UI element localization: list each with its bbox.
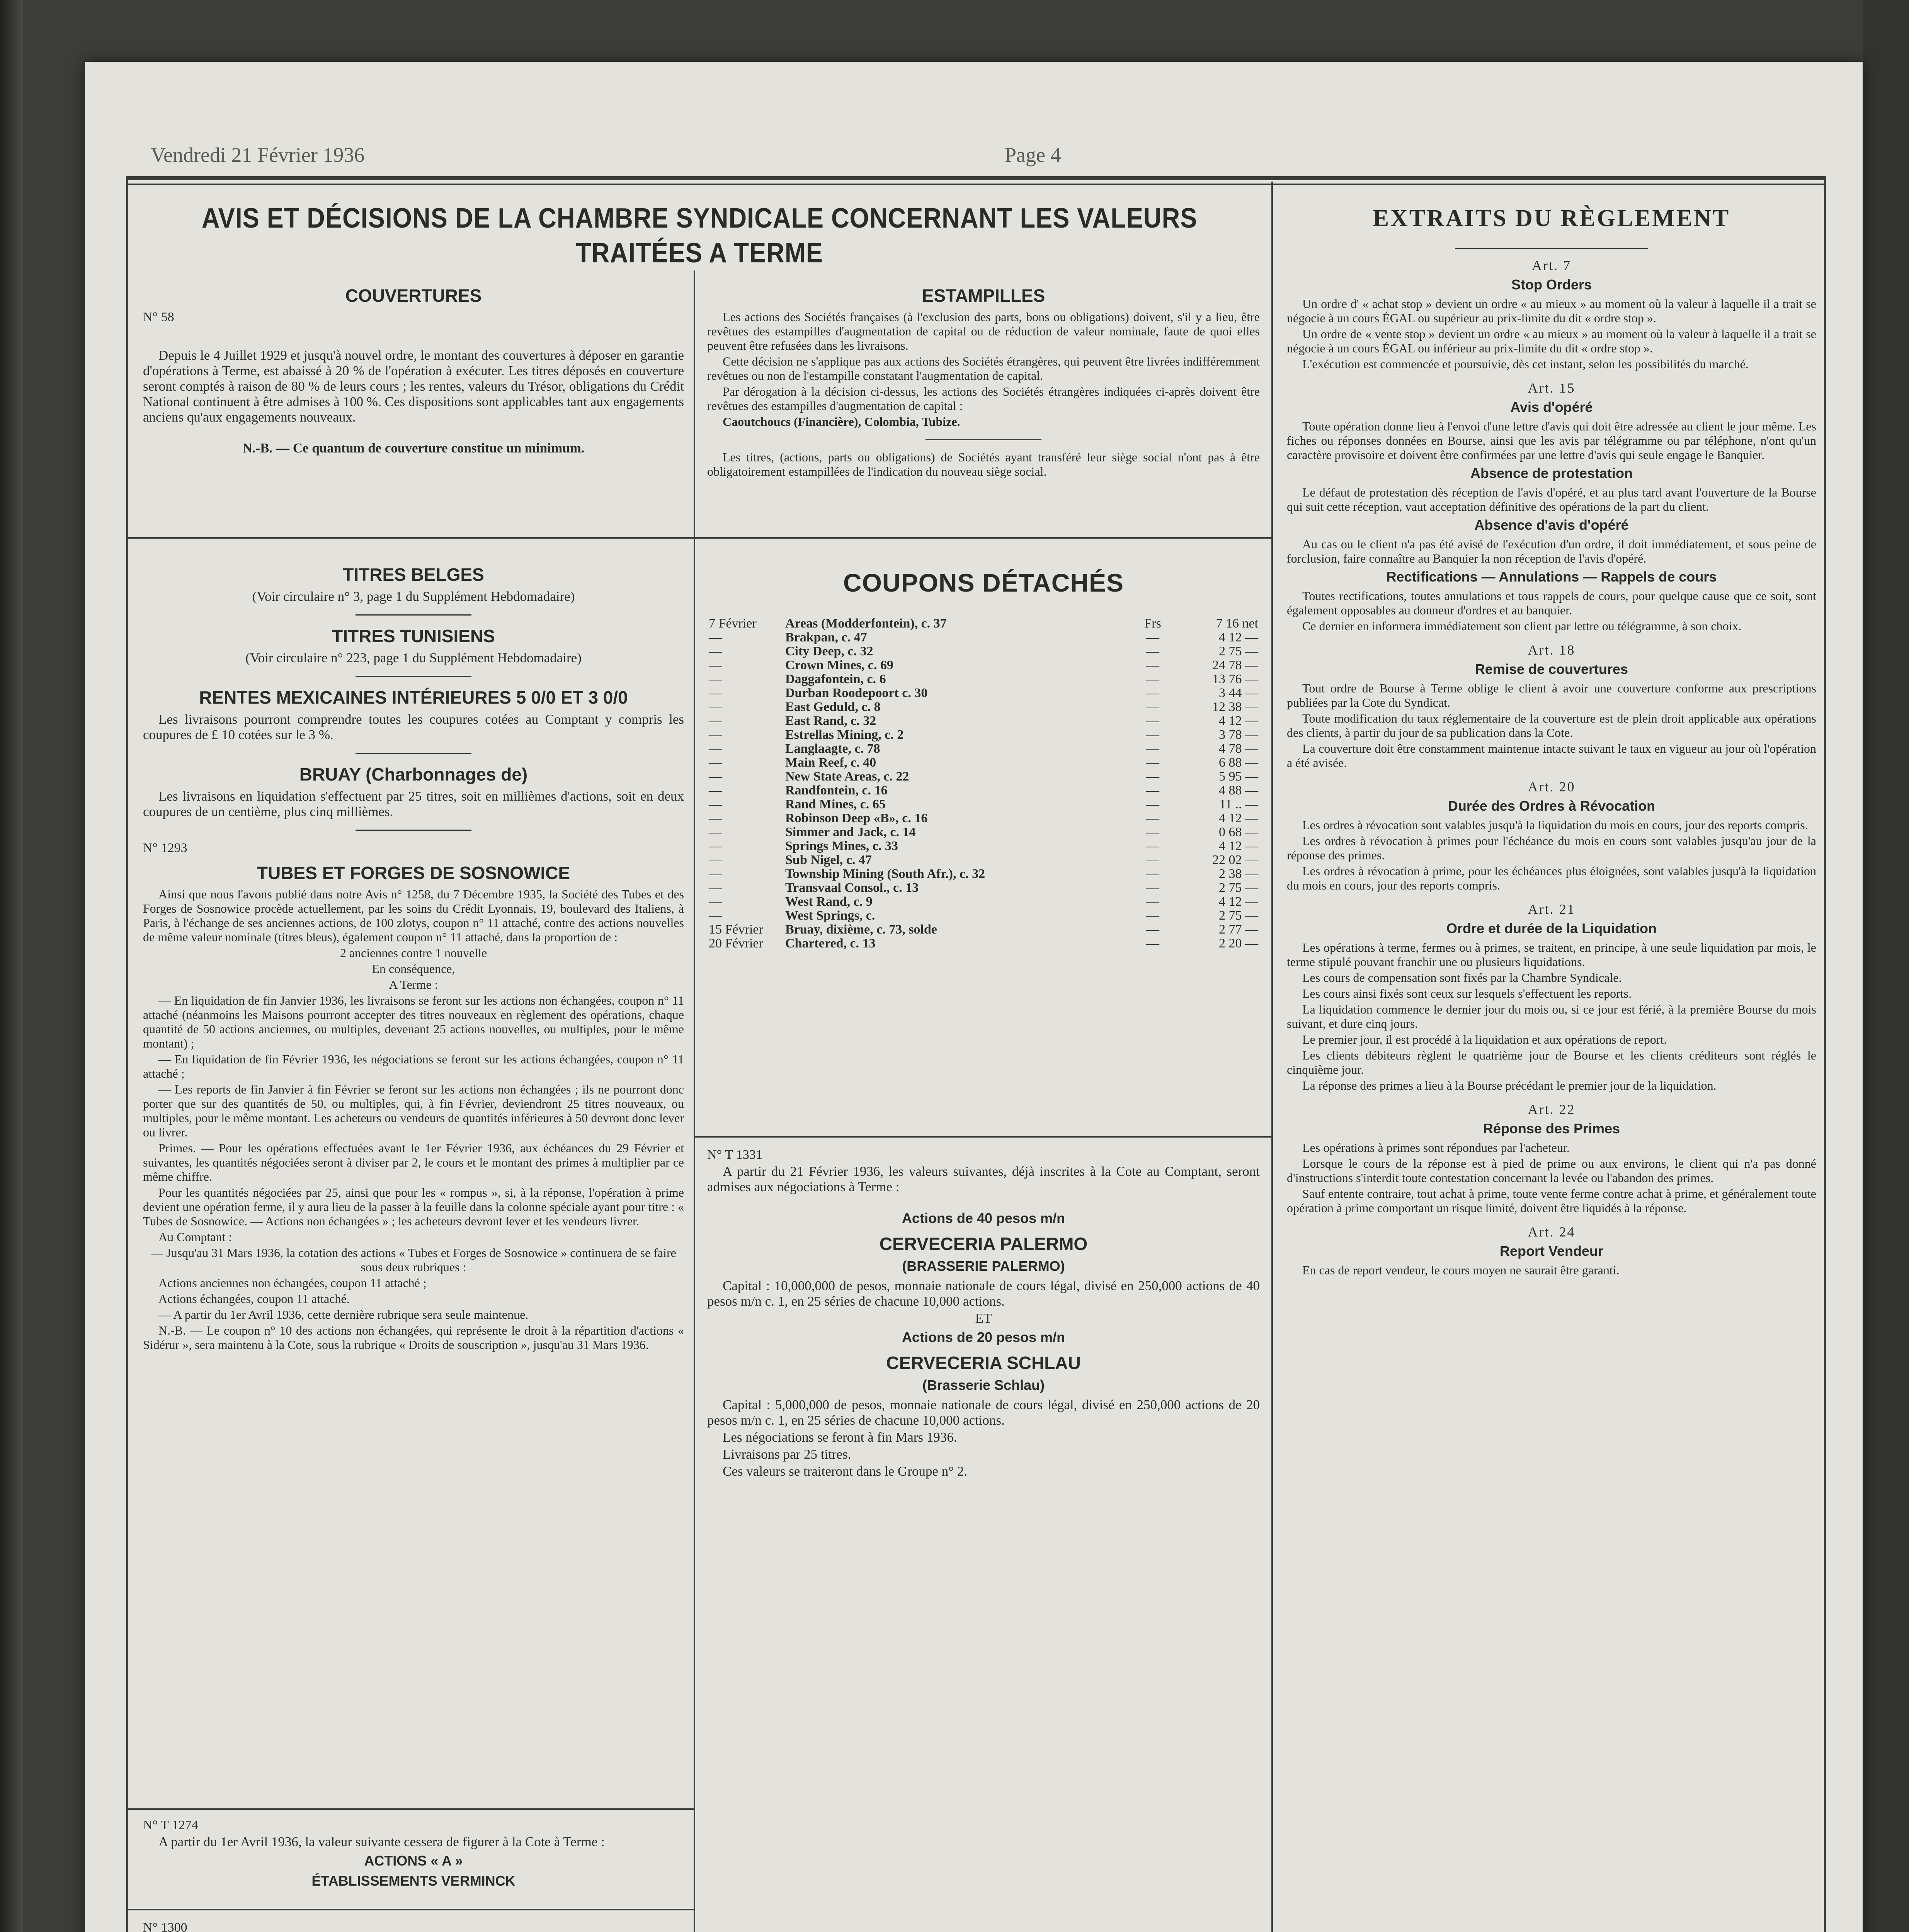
verminck-section xyxy=(143,1814,684,1907)
tubes-title: TUBES ET FORGES DE SOSNOWICE xyxy=(257,863,570,883)
extraits-absence: Absence d'avis d'opéré xyxy=(1474,517,1629,533)
coupon-name: Areas (Modderfontein), c. 37 xyxy=(785,616,947,631)
coupon-name: Randfontein, c. 16 xyxy=(785,783,888,798)
coupon-row xyxy=(707,784,1260,798)
coupon-row xyxy=(707,756,1260,770)
extraits-art18: Art. 18 xyxy=(1528,642,1576,658)
coupon-currency: — xyxy=(1146,644,1159,658)
estampilles-section xyxy=(707,278,1260,533)
tubes-paragraph: — Jusqu'au 31 Mars 1936, la cotation des actions « Tubes et Forges de Sosnowice » continuera de se faire sous deux rubriques : xyxy=(151,1246,676,1274)
coupon-amount: 13 76 — xyxy=(1212,672,1258,686)
coupon-name: Transvaal Consol., c. 13 xyxy=(785,881,919,895)
coupon-name: Springs Mines, c. 33 xyxy=(785,839,898,853)
coupon-row xyxy=(707,853,1260,867)
coupon-row xyxy=(707,798,1260,811)
coupon-currency: — xyxy=(1146,672,1159,686)
titres-tunisiens-text: (Voir circulaire n° 223, page 1 du Supplément Hebdomadaire) xyxy=(245,650,582,665)
coupon-amount: 4 12 — xyxy=(1219,811,1258,825)
coupons-section xyxy=(707,545,1260,1132)
extraits-duree2: Les ordres à révocation à primes pour l'échéance du mois en cours sont valables jusqu'au jour de la réponse des primes. xyxy=(1287,834,1816,862)
coupon-currency: — xyxy=(1146,742,1159,756)
coupon-name: Estrellas Mining, c. 2 xyxy=(785,728,904,742)
coupon-date: 20 Février xyxy=(709,936,763,951)
coupon-amount: 24 78 — xyxy=(1212,658,1258,672)
coupon-currency: — xyxy=(1146,867,1159,881)
extraits-protest: Absence de protestation xyxy=(1470,465,1633,481)
estampilles-p2: Cette décision ne s'applique pas aux actions des Sociétés étrangères, qui peuvent être livrées indifféremment revêtues ou non de l'estampille constatant l'augmentation de capital. xyxy=(707,354,1260,383)
estampilles-title: ESTAMPILLES xyxy=(922,286,1045,306)
coupon-amount: 2 77 — xyxy=(1219,922,1258,937)
coupon-date: — xyxy=(709,755,722,770)
coupon-name: Brakpan, c. 47 xyxy=(785,630,867,645)
extraits-art24: Art. 24 xyxy=(1528,1224,1576,1240)
divider-1 xyxy=(356,614,471,616)
tubes-paragraph: 2 anciennes contre 1 nouvelle xyxy=(340,946,487,960)
bruay-text: Les livraisons en liquidation s'effectuent par 25 titres, soit en millièmes d'actions, soit en deux coupures de un centième, plus cinq millièmes. xyxy=(143,789,684,819)
coupon-amount: 2 75 — xyxy=(1219,644,1258,658)
extraits-report1: En cas de report vendeur, le cours moyen ne saurait être garanti. xyxy=(1302,1263,1620,1277)
coupon-row xyxy=(707,923,1260,937)
page-frame-top-rule xyxy=(126,176,1826,185)
coupon-amount: 2 20 — xyxy=(1219,936,1258,951)
main-title-box xyxy=(135,189,1264,267)
tubes-paragraph: — Les reports de fin Janvier à fin Février se feront sur les actions non échangées ; ils ne pourront donc porter que sur des quantités de 50, ou multiples, qui, à fin Février, deviendront 25 titres nouveaux, ou multiples, pour le même montant. Les acheteurs ou vendeurs de quantités inférieures à 50 devront donc lever ou livrer. xyxy=(143,1082,684,1139)
row-rule-top xyxy=(128,537,1271,539)
tubes-paragraph: Actions échangées, coupon 11 attaché. xyxy=(158,1292,350,1306)
verminck-title-2: ÉTABLISSEMENTS VERMINCK xyxy=(311,1873,516,1889)
tubes-paragraph: N.-B. — Le coupon n° 10 des actions non échangées, qui représente le droit à la répartition d'actions « Sidérur », sera maintenu à la Cote, sous la rubrique « Droits de souscription », jusqu'au 31 Mars 1936. xyxy=(143,1323,684,1352)
cerveceria-et: ET xyxy=(975,1311,992,1326)
coupon-currency: — xyxy=(1146,922,1159,937)
coupon-row xyxy=(707,631,1260,645)
titres-tunisiens-title: TITRES TUNISIENS xyxy=(332,626,495,646)
cerveceria-b-line-3: Ces valeurs se traiteront dans le Groupe n° 2. xyxy=(723,1464,968,1479)
coupon-currency: — xyxy=(1146,825,1159,839)
tubes-paragraph: Ainsi que nous l'avons publié dans notre Avis n° 1258, du 7 Décembre 1935, la Société des Tubes et des Forges de Sosnowice procède actuellement, par les soins du Crédit Lyonnais, 19, boulevard des Italiens, à Paris, à l'échange de ses anciennes actions, de 100 zlotys, coupon n° 11 attaché, contre des actions nouvelles de même valeur nominale (titres bleus), également coupon n° 11 attaché, dans la proportion de : xyxy=(143,887,684,944)
coupon-date: — xyxy=(709,658,722,672)
coupons-table xyxy=(707,617,1260,951)
tubes-paragraph: — A partir du 1er Avril 1936, cette dernière rubrique sera seule maintenue. xyxy=(158,1308,529,1321)
row-rule-left-2 xyxy=(128,1909,694,1910)
coupon-amount: 0 68 — xyxy=(1219,825,1258,839)
coupon-row xyxy=(707,645,1260,658)
coupon-amount: 5 95 — xyxy=(1219,769,1258,784)
coupon-amount: 4 12 — xyxy=(1219,714,1258,728)
coupon-date: — xyxy=(709,867,722,881)
extraits-report: Report Vendeur xyxy=(1499,1243,1604,1259)
column-rule-middle xyxy=(694,537,695,1932)
cerveceria-b-text: Capital : 5,000,000 de pesos, monnaie nationale de cours légal, divisé en 250,000 actions de 20 pesos m/n c. 1, en 25 séries de chacune 10,000 actions. xyxy=(707,1397,1260,1428)
couvertures-nb: N.-B. — Ce quantum de couverture constitue un minimum. xyxy=(242,440,585,456)
coupon-row xyxy=(707,867,1260,881)
coupon-name: Daggafontein, c. 6 xyxy=(785,672,886,686)
tubes-paragraph: A Terme : xyxy=(389,978,438,992)
tubes-paragraph: — En liquidation de fin Février 1936, les négociations se feront sur les actions échangées, coupon n° 11 attaché ; xyxy=(143,1052,684,1080)
coupon-date: 7 Février xyxy=(709,616,757,631)
extraits-stop3: L'exécution est commencée et poursuivie, dès cet instant, selon les possibilités du marché. xyxy=(1302,357,1749,371)
header-date: Vendredi 21 Février 1936 xyxy=(151,143,365,167)
couvertures-section xyxy=(143,278,684,533)
cerveceria-number: N° T 1331 xyxy=(707,1148,762,1162)
tubes-number: N° 1293 xyxy=(143,841,187,855)
coupon-currency: — xyxy=(1146,658,1159,672)
coupon-currency: — xyxy=(1146,783,1159,798)
coupon-amount: 11 .. — xyxy=(1219,797,1258,811)
coupon-name: Durban Roodepoort c. 30 xyxy=(785,686,928,700)
cerveceria-b-line-2: Livraisons par 25 titres. xyxy=(723,1447,851,1462)
coupon-amount: 6 88 — xyxy=(1219,755,1258,770)
cerveceria-b-title: CERVECERIA SCHLAU xyxy=(886,1353,1081,1373)
coupon-currency: — xyxy=(1146,881,1159,895)
extraits-reponse: Réponse des Primes xyxy=(1483,1121,1620,1136)
coupon-row xyxy=(707,770,1260,784)
coupon-amount: 3 44 — xyxy=(1219,686,1258,700)
coupon-name: Crown Mines, c. 69 xyxy=(785,658,893,672)
extraits-remise: Remise de couvertures xyxy=(1475,661,1628,677)
tubes-paragraph: En conséquence, xyxy=(372,962,455,976)
coupon-currency: — xyxy=(1146,630,1159,645)
coupon-date: — xyxy=(709,797,722,811)
bruay-title: BRUAY (Charbonnages de) xyxy=(299,764,528,784)
cerveceria-a-head: Actions de 40 pesos m/n xyxy=(902,1210,1065,1226)
extraits-stop1: Un ordre d' « achat stop » devient un ordre « au mieux » au moment où la valeur à laquelle il a trait se négocie à un cours ÉGAL ou supérieur au prix-limite du dit « ordre stop ». xyxy=(1287,297,1816,325)
column-rule-top xyxy=(694,270,695,537)
coupon-name: Main Reef, c. 40 xyxy=(785,755,876,770)
extraits-reponse1: Les opérations à primes sont répondues par l'acheteur. xyxy=(1302,1141,1570,1155)
coupon-date: — xyxy=(709,908,722,923)
coupons-title: COUPONS DÉTACHÉS xyxy=(843,568,1124,597)
extraits-ordre6: Les clients débiteurs règlent le quatrième jour de Bourse et les clients créditeurs sont réglés le cinquième jour. xyxy=(1287,1048,1816,1077)
tubes-paragraph: Actions anciennes non échangées, coupon 11 attaché ; xyxy=(158,1276,427,1290)
rentes-text: Les livraisons pourront comprendre toutes les coupures cotées au Comptant y compris les coupures de £ 10 cotées sur le 3 %. xyxy=(143,712,684,742)
extraits-duree1: Les ordres à révocation sont valables jusqu'à la liquidation du mois en cours, jour des reports compris. xyxy=(1302,818,1808,832)
row-rule-left-1 xyxy=(128,1808,694,1810)
verminck-text: A partir du 1er Avril 1936, la valeur suivante cessera de figurer à la Cote à Terme : xyxy=(158,1834,605,1849)
row-rule-middle xyxy=(694,1136,1271,1138)
cerveceria-a-title: CERVECERIA PALERMO xyxy=(879,1234,1088,1254)
tubes-paragraph: Primes. — Pour les opérations effectuées avant le 1er Février 1936, aux échéances du 29 Février et suivantes, les quantités négociées seront à diviser par 2, le cours et le montant des primes à multiplier par ce même chiffre. xyxy=(143,1141,684,1184)
coupon-row xyxy=(707,811,1260,825)
extraits-protest1: Le défaut de protestation dès réception de l'avis d'opéré, et au plus tard avant l'ouverture de la Bourse qui suit cette réception, vaut acceptation définitive des opérations de la part du client. xyxy=(1287,485,1816,514)
coupon-date: 15 Février xyxy=(709,922,763,937)
extraits-remise3: La couverture doit être constamment maintenue intacte suivant le taux en vigueur au jour où l'opération a été avisée. xyxy=(1287,742,1816,770)
couvertures-title: COUVERTURES xyxy=(345,286,482,306)
extraits-duree: Durée des Ordres à Révocation xyxy=(1448,798,1655,814)
coupon-amount: 2 75 — xyxy=(1219,881,1258,895)
divider-3 xyxy=(356,753,471,754)
estampilles-p3: Par dérogation à la décision ci-dessus, les actions des Sociétés étrangères indiquées ci-après doivent être revêtues des estampilles d'augmentation de capital : xyxy=(707,384,1260,413)
titres-belges-title: TITRES BELGES xyxy=(343,565,484,585)
coupon-currency: — xyxy=(1146,895,1159,909)
extraits-title: EXTRAITS DU RÈGLEMENT xyxy=(1373,205,1730,231)
extraits-stop: Stop Orders xyxy=(1511,277,1592,293)
coupon-name: New State Areas, c. 22 xyxy=(785,769,909,784)
coupon-date: — xyxy=(709,686,722,700)
header-page-number: Page 4 xyxy=(1005,143,1061,167)
coupon-row xyxy=(707,714,1260,728)
coupon-name: Township Mining (South Afr.), c. 32 xyxy=(785,867,985,881)
couvertures-number: N° 58 xyxy=(143,310,174,324)
extraits-section xyxy=(1287,189,1816,1932)
coupon-date: — xyxy=(709,728,722,742)
coupon-currency: — xyxy=(1146,811,1159,825)
coupon-name: Chartered, c. 13 xyxy=(785,936,876,951)
extraits-absence1: Au cas ou le client n'a pas été avisé de l'exécution d'un ordre, il doit immédiatement, et sous peine de forclusion, faire connaître au Banquier la non réception de l'avis d'opéré. xyxy=(1287,537,1816,565)
cerveceria-text: A partir du 21 Février 1936, les valeurs suivantes, déjà inscrites à la Cote au Comptant, seront admises aux négociations à Terme : xyxy=(707,1164,1260,1194)
estampilles-divider xyxy=(926,439,1041,440)
extraits-divider xyxy=(1455,248,1648,249)
tubes-paragraph: — En liquidation de fin Janvier 1936, les livraisons se feront sur les actions non échangées, coupon n° 11 attaché (néanmoins les Maisons pourront accepter des titres nouveaux en règlement des opérations, chaque quantité de 50 actions anciennes, ou multiples, devenant 25 actions nouvelles, ou multiples, pour le même montant) ; xyxy=(143,993,684,1050)
estampilles-p1: Les actions des Sociétés françaises (à l'exclusion des parts, bons ou obligations) doivent, s'il y a lieu, être revêtues des estampilles d'augmentation de capital ou de réduction de valeur nominale, faute de quoi elles peuvent être refusées dans les livraisons. xyxy=(707,310,1260,352)
extraits-ordre7: La réponse des primes a lieu à la Bourse précédant le premier jour de la liquidation. xyxy=(1302,1078,1717,1092)
newspaper-page xyxy=(85,62,1863,1932)
coupon-row xyxy=(707,742,1260,756)
extraits-remise1: Tout ordre de Bourse à Terme oblige le client à avoir une couverture conforme aux prescriptions publiées par la Cote du Syndicat. xyxy=(1287,681,1816,709)
cerveceria-a-text: Capital : 10,000,000 de pesos, monnaie nationale de cours légal, divisé en 250,000 actions de 40 pesos m/n c. 1, en 25 séries de chacune 10,000 actions. xyxy=(707,1278,1260,1309)
coupon-amount: 4 12 — xyxy=(1219,630,1258,645)
titres-belges-text: (Voir circulaire n° 3, page 1 du Supplément Hebdomadaire) xyxy=(252,589,575,604)
extraits-ordre5: Le premier jour, il est procédé à la liquidation et aux opérations de report. xyxy=(1302,1032,1667,1046)
coupon-row xyxy=(707,839,1260,853)
coupon-name: City Deep, c. 32 xyxy=(785,644,873,658)
column-rule-right xyxy=(1271,182,1273,1932)
coupon-currency: — xyxy=(1146,797,1159,811)
coupon-currency: Frs xyxy=(1144,616,1161,631)
coupon-currency: — xyxy=(1146,714,1159,728)
coupon-name: Simmer and Jack, c. 14 xyxy=(785,825,916,839)
divider-2 xyxy=(356,676,471,677)
left-column-upper xyxy=(143,545,684,1804)
extraits-ordre: Ordre et durée de la Liquidation xyxy=(1446,920,1657,936)
extraits-art15: Art. 15 xyxy=(1528,380,1576,396)
coupon-row xyxy=(707,617,1260,631)
extraits-reponse3: Sauf entente contraire, tout achat à prime, toute vente ferme contre achat à prime, et généralement toute opération à prime comportant un risque limité, doivent être liquidés à la réponse. xyxy=(1287,1187,1816,1215)
cerveceria-b-line-1: Les négociations se feront à fin Mars 1936. xyxy=(723,1430,957,1445)
coupon-name: West Rand, c. 9 xyxy=(785,895,873,909)
coupon-amount: 4 78 — xyxy=(1219,742,1258,756)
coupon-row xyxy=(707,686,1260,700)
coupon-amount: 4 12 — xyxy=(1219,895,1258,909)
extraits-art20: Art. 20 xyxy=(1528,779,1576,794)
coupon-date: — xyxy=(709,742,722,756)
verminck-number: N° T 1274 xyxy=(143,1818,198,1832)
coupon-amount: 22 02 — xyxy=(1212,853,1258,867)
extraits-ordre3: Les cours ainsi fixés sont ceux sur lesquels s'effectuent les reports. xyxy=(1302,986,1632,1000)
coupon-amount: 7 16 net xyxy=(1216,616,1258,631)
extraits-ordre1: Les opérations à terme, fermes ou à primes, se traitent, en principe, à une seule liquidation par mois, le terme stipulé pouvant franchir une ou plusieurs liquidations. xyxy=(1287,940,1816,969)
binding-edge xyxy=(0,0,23,1932)
coupon-name: Langlaagte, c. 78 xyxy=(785,742,880,756)
coupon-row xyxy=(707,937,1260,951)
verminck-title-1: ACTIONS « A » xyxy=(364,1853,463,1869)
coupon-amount: 2 38 — xyxy=(1219,867,1258,881)
divider-4 xyxy=(356,830,471,831)
kuala-section xyxy=(143,1917,684,1932)
estampilles-p4: Les titres, (actions, parts ou obligations) de Sociétés ayant transféré leur siège social n'ont pas à être obligatoirement estampillées de l'indication du nouveau siège social. xyxy=(707,450,1260,478)
coupon-row xyxy=(707,658,1260,672)
extraits-remise2: Toute modification du taux réglementaire de la couverture est de plein droit applicable aux opérations des clients, à partir du jour de sa publication dans la Cote. xyxy=(1287,711,1816,740)
coupon-currency: — xyxy=(1146,936,1159,951)
tubes-paragraph: Pour les quantités négociées par 25, ainsi que pour les « rompus », si, à la réponse, l'opération à prime devient une opération ferme, il y aura lieu de la passer à la feuille dans la colonne spéciale ayant pour titre : « Tubes de Sosnowice. — Actions non échangées » ; les acheteurs devront lever et les vendeurs livrer. xyxy=(143,1185,684,1228)
coupon-date: — xyxy=(709,630,722,645)
coupon-name: East Geduld, c. 8 xyxy=(785,700,881,714)
extraits-avis1: Toute opération donne lieu à l'envoi d'une lettre d'avis qui doit être adressée au client le jour même. Les fiches ou réponses données en Bourse, ainsi que les avis par télégramme ou par téléphone, n'ont qu'un caractère provisoire et doivent être confirmées par une lettre d'avis qui seule engage le Banquier. xyxy=(1287,419,1816,462)
estampilles-list: Caoutchoucs (Financière), Colombia, Tubize. xyxy=(723,415,960,429)
coupon-name: East Rand, c. 32 xyxy=(785,714,876,728)
tubes-paragraph: Au Comptant : xyxy=(158,1230,232,1244)
extraits-art7: Art. 7 xyxy=(1532,258,1571,273)
coupon-amount: 12 38 — xyxy=(1212,700,1258,714)
coupon-name: Rand Mines, c. 65 xyxy=(785,797,886,811)
coupon-row xyxy=(707,672,1260,686)
rentes-title: RENTES MEXICAINES INTÉRIEURES 5 0/0 ET 3 0/0 xyxy=(199,687,628,707)
coupon-name: Robinson Deep «B», c. 16 xyxy=(785,811,928,825)
coupon-currency: — xyxy=(1146,853,1159,867)
coupon-date: — xyxy=(709,853,722,867)
extraits-rect1: Toutes rectifications, toutes annulations et tous rappels de cours, pour quelque cause que ce soit, sont également opposables au donneur d'ordres et au banquier. xyxy=(1287,589,1816,617)
coupon-date: — xyxy=(709,644,722,658)
extraits-body xyxy=(1287,257,1816,1277)
extraits-ordre4: La liquidation commence le dernier jour du mois ou, si ce jour est férié, à la première Bourse du mois suivant, et dure cinq jours. xyxy=(1287,1002,1816,1031)
extraits-rect: Rectifications — Annulations — Rappels de cours xyxy=(1386,569,1717,585)
coupon-date: — xyxy=(709,895,722,909)
coupon-currency: — xyxy=(1146,908,1159,923)
coupon-currency: — xyxy=(1146,700,1159,714)
coupon-currency: — xyxy=(1146,839,1159,853)
extraits-duree3: Les ordres à révocation à prime, pour les échéances plus éloignées, sont valables jusqu'à la liquidation du mois en cours, jour des reports compris. xyxy=(1287,864,1816,892)
extraits-art22: Art. 22 xyxy=(1528,1102,1576,1117)
coupon-row xyxy=(707,909,1260,923)
coupon-date: — xyxy=(709,700,722,714)
coupon-row xyxy=(707,895,1260,909)
extraits-ordre2: Les cours de compensation sont fixés par la Chambre Syndicale. xyxy=(1302,971,1622,985)
couvertures-text: Depuis le 4 Juillet 1929 et jusqu'à nouvel ordre, le montant des couvertures à déposer en garantie d'opérations à Terme, est abaissé à 20 % de l'opération à exécuter. Les titres déposés en couverture seront comptés à raison de 80 % de leurs cours ; les rentes, valeurs du Trésor, obligations du Crédit National continuent à être admises à 100 %. Ces dispositions sont applicables tant aux engagements anciens qu'aux engagements nouveaux. xyxy=(143,348,684,425)
extraits-stop2: Un ordre de « vente stop » devient un ordre « au mieux » au moment où la valeur à laquelle il a trait se négocie à un cours ÉGAL ou inférieur au prix-limite du dit « ordre stop ». xyxy=(1287,327,1816,355)
coupon-name: West Springs, c. xyxy=(785,908,875,923)
coupon-amount: 3 78 — xyxy=(1219,728,1258,742)
coupon-name: Bruay, dixième, c. 73, solde xyxy=(785,922,937,937)
coupon-date: — xyxy=(709,825,722,839)
coupon-date: — xyxy=(709,881,722,895)
coupon-currency: — xyxy=(1146,769,1159,784)
coupon-row xyxy=(707,881,1260,895)
coupon-currency: — xyxy=(1146,728,1159,742)
coupon-row xyxy=(707,700,1260,714)
coupon-row xyxy=(707,825,1260,839)
cerveceria-b-sub: (Brasserie Schlau) xyxy=(922,1377,1045,1393)
scan-margin xyxy=(1863,0,1909,1932)
extraits-avis: Avis d'opéré xyxy=(1510,399,1593,415)
cerveceria-section xyxy=(707,1144,1260,1878)
cerveceria-b-head: Actions de 20 pesos m/n xyxy=(902,1329,1065,1345)
coupon-currency: — xyxy=(1146,686,1159,700)
coupon-row xyxy=(707,728,1260,742)
main-title: AVIS ET DÉCISIONS DE LA CHAMBRE SYNDICALE CONCERNANT LES VALEURS TRAITÉES A TERME xyxy=(201,203,1198,267)
coupon-date: — xyxy=(709,811,722,825)
coupon-date: — xyxy=(709,839,722,853)
coupon-amount: 4 12 — xyxy=(1219,839,1258,853)
coupon-amount: 2 75 — xyxy=(1219,908,1258,923)
extraits-reponse2: Lorsque le cours de la réponse est à pied de prime ou aux environs, le client qui n'a pas donné d'instructions s'interdit toute contestation concernant la levée ou l'abandon des primes. xyxy=(1287,1156,1816,1185)
coupon-date: — xyxy=(709,672,722,686)
coupon-date: — xyxy=(709,783,722,798)
coupon-date: — xyxy=(709,714,722,728)
extraits-art21: Art. 21 xyxy=(1528,901,1576,917)
coupon-amount: 4 88 — xyxy=(1219,783,1258,798)
coupon-name: Sub Nigel, c. 47 xyxy=(785,853,872,867)
coupon-date: — xyxy=(709,769,722,784)
extraits-rect2: Ce dernier en informera immédiatement son client par lettre ou télégramme, à son choix. xyxy=(1302,619,1742,633)
tubes-paragraphs xyxy=(143,887,684,1352)
cerveceria-a-sub: (BRASSERIE PALERMO) xyxy=(902,1258,1065,1274)
coupon-currency: — xyxy=(1146,755,1159,770)
kuala-number: N° 1300 xyxy=(143,1920,187,1932)
